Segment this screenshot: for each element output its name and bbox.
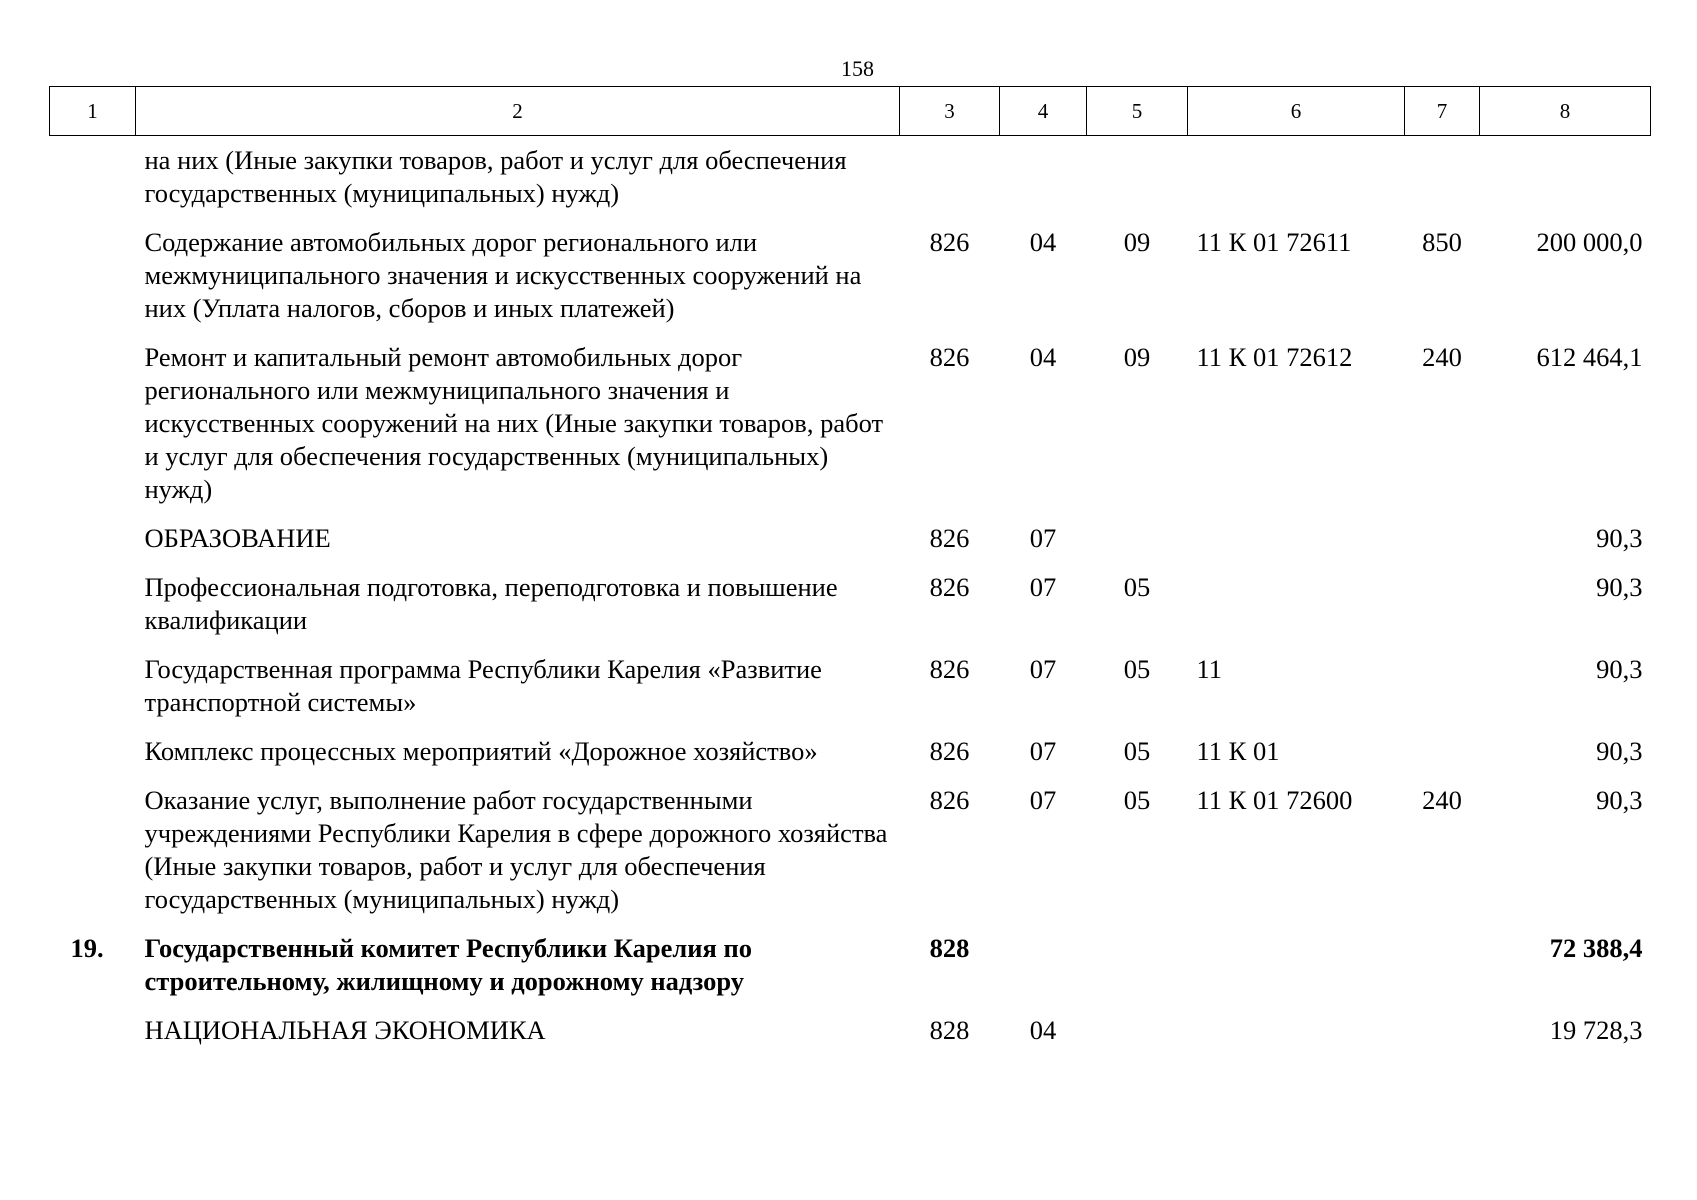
table-row	[50, 226, 1651, 341]
row-expense-type-code	[1405, 932, 1480, 1014]
row-amount: 90,3	[1596, 785, 1643, 815]
column-header: 8	[1480, 87, 1651, 136]
row-amount: 200 000,0	[1536, 227, 1643, 257]
column-header: 1	[50, 87, 136, 136]
row-expense-type-code	[1405, 735, 1480, 784]
row-number	[50, 735, 136, 784]
row-number	[50, 522, 136, 571]
row-subsection-code: 05	[1123, 785, 1151, 815]
row-section-code: 04	[1029, 227, 1057, 257]
budget-table	[49, 86, 1651, 1063]
row-subsection-code: 09	[1123, 227, 1151, 257]
row-target-article-code: 11 К 01 72611	[1196, 227, 1352, 257]
row-amount: 90,3	[1596, 654, 1643, 684]
row-subsection-code: 05	[1123, 654, 1151, 684]
row-grbs-code: 826	[929, 572, 970, 602]
column-header: 3	[900, 87, 1000, 136]
row-grbs-code: 826	[929, 523, 970, 553]
row-amount: 612 464,1	[1536, 342, 1643, 372]
row-number	[50, 784, 136, 932]
row-subsection-code: 05	[1123, 572, 1151, 602]
row-subsection-code	[1087, 522, 1188, 571]
row-grbs-code: 828	[929, 1015, 970, 1045]
row-number	[50, 341, 136, 522]
row-subsection-code	[1087, 932, 1188, 1014]
row-amount	[1480, 136, 1651, 227]
row-number	[50, 1014, 136, 1063]
row-section-code: 07	[1029, 785, 1057, 815]
row-section-code: 04	[1029, 1015, 1057, 1045]
row-target-article-code	[1188, 1014, 1405, 1063]
table-row	[50, 932, 1651, 1014]
column-header: 2	[136, 87, 900, 136]
table-header-row	[50, 87, 1651, 136]
row-target-article-code	[1188, 932, 1405, 1014]
row-name: Государственный комитет Республики Карелия по строительному, жилищному и дорожному надзору	[144, 933, 753, 996]
row-target-article-code: 11	[1196, 654, 1223, 684]
row-target-article-code	[1188, 136, 1405, 227]
row-subsection-code	[1087, 1014, 1188, 1063]
row-section-code	[1000, 932, 1087, 1014]
row-expense-type-code	[1405, 522, 1480, 571]
row-target-article-code: 11 К 01 72600	[1196, 785, 1353, 815]
table-row	[50, 653, 1651, 735]
row-number	[50, 226, 136, 341]
row-grbs-code: 826	[929, 654, 970, 684]
row-name: Профессиональная подготовка, переподготовка и повышение квалификации	[144, 572, 838, 635]
row-target-article-code: 11 К 01 72612	[1196, 342, 1353, 372]
table-row	[50, 735, 1651, 784]
row-expense-type-code	[1405, 571, 1480, 653]
column-header: 7	[1405, 87, 1480, 136]
row-section-code: 07	[1029, 736, 1057, 766]
row-number	[50, 136, 136, 227]
row-number	[50, 653, 136, 735]
row-grbs-code	[900, 136, 1000, 227]
row-name: Комплекс процессных мероприятий «Дорожное хозяйство»	[144, 736, 818, 766]
row-name: Содержание автомобильных дорог регионального или межмуниципального значения и искусственных сооружений на них (Уплата налогов, сборов и иных платежей)	[144, 227, 862, 323]
row-expense-type-code	[1405, 136, 1480, 227]
row-section-code: 04	[1029, 342, 1057, 372]
row-section-code	[1000, 136, 1087, 227]
row-amount: 19 728,3	[1549, 1015, 1643, 1045]
row-target-article-code	[1188, 522, 1405, 571]
row-expense-type-code: 240	[1422, 785, 1462, 815]
column-header: 5	[1087, 87, 1188, 136]
row-expense-type-code: 240	[1422, 342, 1462, 372]
row-name: Ремонт и капитальный ремонт автомобильных дорог регионального или межмуниципального значения и искусственных сооружений на них (Иные закупки товаров, работ и услуг для обеспечения государственных (муниципальных) нужд)	[144, 342, 884, 504]
row-section-code: 07	[1029, 572, 1057, 602]
row-number	[50, 571, 136, 653]
column-header: 4	[1000, 87, 1087, 136]
row-target-article-code: 11 К 01	[1196, 736, 1280, 766]
row-subsection-code	[1087, 136, 1188, 227]
row-name: Государственная программа Республики Карелия «Развитие транспортной системы»	[144, 654, 822, 717]
row-name: Оказание услуг, выполнение работ государственными учреждениями Республики Карелия в сфере дорожного хозяйства (Иные закупки товаров, работ и услуг для обеспечения государственных (муниципальных) нужд)	[144, 785, 888, 914]
row-target-article-code	[1188, 571, 1405, 653]
row-name: НАЦИОНАЛЬНАЯ ЭКОНОМИКА	[144, 1015, 546, 1045]
row-section-code: 07	[1029, 654, 1057, 684]
table-row	[50, 522, 1651, 571]
row-expense-type-code: 850	[1422, 227, 1462, 257]
row-grbs-code: 826	[929, 342, 970, 372]
page-number: 158	[841, 56, 874, 81]
row-name: ОБРАЗОВАНИЕ	[144, 523, 331, 553]
table-row	[50, 571, 1651, 653]
row-subsection-code: 09	[1123, 342, 1151, 372]
row-subsection-code: 05	[1123, 736, 1151, 766]
table-row	[50, 136, 1651, 227]
column-header: 6	[1188, 87, 1405, 136]
row-amount: 90,3	[1596, 572, 1643, 602]
row-expense-type-code	[1405, 1014, 1480, 1063]
row-amount: 72 388,4	[1549, 933, 1643, 963]
table-row	[50, 341, 1651, 522]
row-amount: 90,3	[1596, 523, 1643, 553]
row-number: 19.	[70, 933, 104, 963]
row-section-code: 07	[1029, 523, 1057, 553]
row-name: на них (Иные закупки товаров, работ и услуг для обеспечения государственных (муниципальных) нужд)	[144, 145, 847, 208]
row-grbs-code: 826	[929, 227, 970, 257]
row-amount: 90,3	[1596, 736, 1643, 766]
row-expense-type-code	[1405, 653, 1480, 735]
row-grbs-code: 826	[929, 736, 970, 766]
table-row	[50, 1014, 1651, 1063]
row-grbs-code: 828	[929, 933, 970, 963]
row-grbs-code: 826	[929, 785, 970, 815]
table-row	[50, 784, 1651, 932]
